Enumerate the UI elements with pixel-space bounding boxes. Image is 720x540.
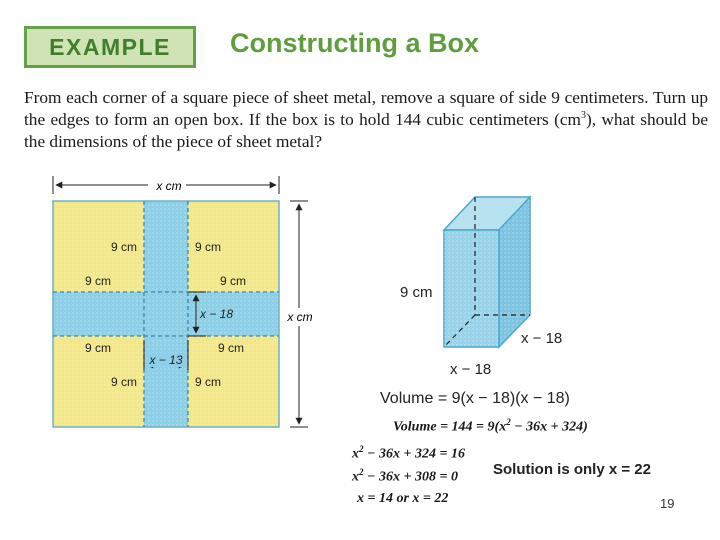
- corner-label-tl-top: 9 cm: [110, 240, 138, 254]
- equation-line-1: $x^2 - 36x + 324 = 16$: [352, 444, 465, 462]
- box-width-label: x − 18: [450, 361, 492, 378]
- problem-text-part1: From each corner of a square piece of sheet metal, remove a square of side 9 centimeters. Turn up the edges to form an open box. If the box is to hold 144 cubic centimeters (cm: [24, 88, 708, 129]
- corner-label-tr-top: 9 cm: [194, 240, 222, 254]
- equation-line-2: $x^2 - 36x + 308 = 0$: [352, 467, 458, 485]
- volume-formula: Volume = 9(x − 18)(x − 18): [380, 390, 570, 407]
- width-label: x cm: [156, 179, 182, 193]
- problem-text-part2: ), what should be the dimensions of the piece of sheet metal?: [24, 110, 708, 151]
- box-depth-label: x − 18: [521, 330, 563, 347]
- box-diagram: [400, 197, 562, 378]
- corner-label-bl-bottom: 9 cm: [110, 375, 138, 389]
- volume-expansion: Volume = $144 = 9(x^2 - 36x + 324)$: [393, 417, 588, 435]
- box-height-label: 9 cm: [400, 284, 433, 301]
- example-badge: EXAMPLE: [24, 26, 196, 68]
- height-label: x cm: [287, 310, 313, 324]
- corner-label-br-side: 9 cm: [217, 341, 245, 355]
- corner-label-tl-side: 9 cm: [84, 274, 112, 288]
- equation-line-3: x = 14 or x = 22: [357, 491, 449, 506]
- page-title: Constructing a Box: [230, 28, 480, 58]
- corner-label-tr-side: 9 cm: [219, 274, 247, 288]
- corner-label-bl-side: 9 cm: [84, 341, 112, 355]
- problem-superscript: 3: [580, 110, 586, 122]
- solution-text: Solution is only x = 22: [493, 461, 651, 478]
- slide-number: 19: [660, 496, 675, 511]
- sheet-metal-diagram: [53, 176, 317, 427]
- inner-vertical-label: x − 18: [200, 307, 234, 321]
- corner-label-br-bottom: 9 cm: [194, 375, 222, 389]
- inner-horizontal-label: x − 13: [149, 353, 183, 367]
